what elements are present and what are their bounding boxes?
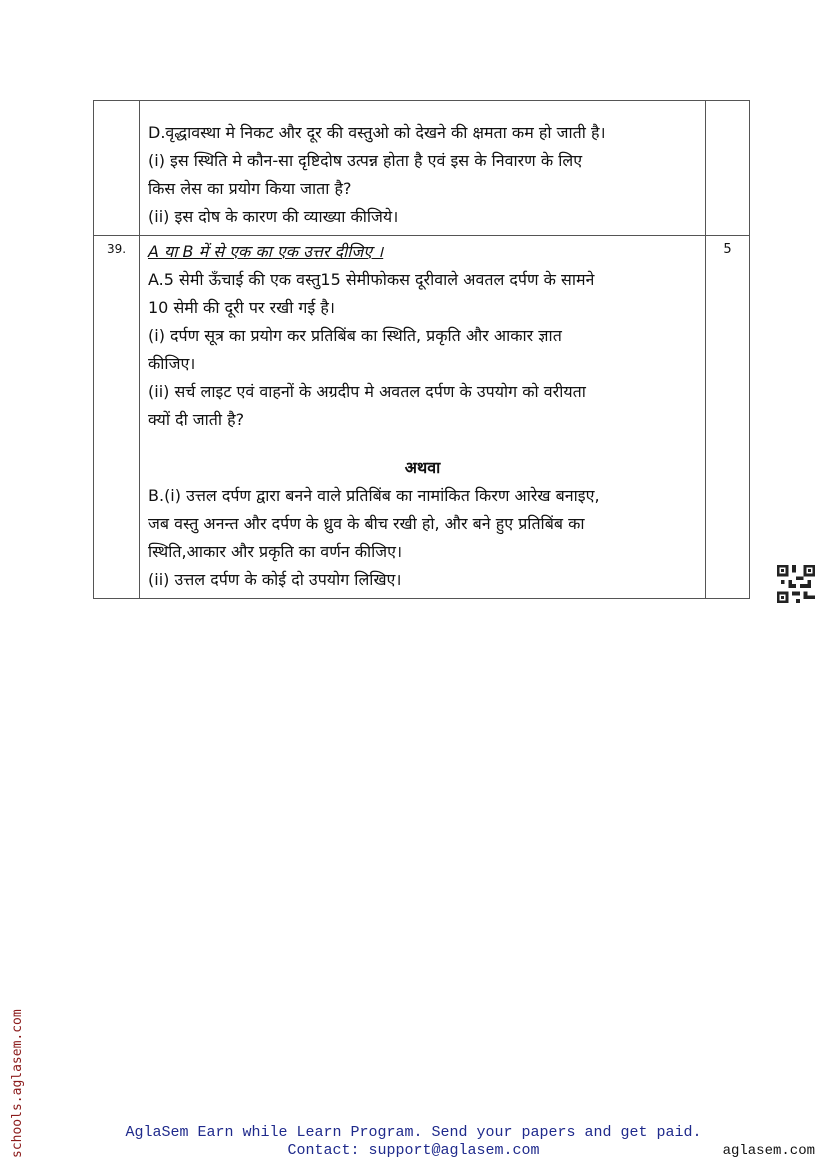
site-link[interactable]: aglasem.com xyxy=(722,1143,815,1159)
or-label: अथवा xyxy=(404,458,441,477)
text-line: (ii) इस दोष के कारण की व्याख्या कीजिये। xyxy=(148,207,399,226)
text-line: जब वस्तु अनन्त और दर्पण के ध्रुव के बीच रखी हो, और बने हुए प्रतिबिंब का xyxy=(148,514,585,533)
instruction: A या B में से एक का एक उत्तर दीजिए । xyxy=(148,242,384,261)
footer-contact[interactable]: Contact: support@aglasem.com xyxy=(287,1142,540,1159)
question-number: 39. xyxy=(94,236,140,599)
text-line: (ii) सर्च लाइट एवं वाहनों के अग्रदीप मे अवतल दर्पण के उपयोग को वरीयता xyxy=(148,382,586,401)
text-line: (ii) उत्तल दर्पण के कोई दो उपयोग लिखिए। xyxy=(148,570,402,589)
watermark: schools.aglasem.com xyxy=(10,1009,25,1158)
text-line: कीजिए। xyxy=(148,354,196,373)
text-line: स्थिति,आकार और प्रकृति का वर्णन कीजिए। xyxy=(148,542,403,561)
text-line: (i) इस स्थिति मे कौन-सा दृष्टिदोष उत्पन्न होता है एवं इस के निवारण के लिए xyxy=(148,151,583,170)
question-text xyxy=(140,236,706,599)
text-line: (i) दर्पण सूत्र का प्रयोग कर प्रतिबिंब का स्थिति, प्रकृति और आकार ज्ञात xyxy=(148,326,562,345)
text-line: 10 सेमी की दूरी पर रखी गई है। xyxy=(148,298,335,317)
question-marks xyxy=(706,101,750,236)
question-marks: 5 xyxy=(706,236,750,599)
question-number xyxy=(94,101,140,236)
question-text xyxy=(140,101,706,236)
qr-code-icon xyxy=(777,565,815,603)
text-line: A.5 सेमी ऊँचाई की एक वस्तु15 सेमीफोकस दूरीवाले अवतल दर्पण के सामने xyxy=(148,270,595,289)
footer-promo: AglaSem Earn while Learn Program. Send your papers and get paid. xyxy=(125,1124,702,1141)
text-line: किस लेस का प्रयोग किया जाता है? xyxy=(148,179,352,198)
text-line: B.(i) उत्तल दर्पण द्वारा बनने वाले प्रतिबिंब का नामांकित किरण आरेख बनाइए, xyxy=(148,486,600,505)
question-table xyxy=(93,100,750,599)
text-line: क्यों दी जाती है? xyxy=(148,410,245,429)
table-row xyxy=(94,101,750,236)
footer xyxy=(0,1124,827,1160)
text-line: D.वृद्धावस्था मे निकट और दूर की वस्तुओ को देखने की क्षमता कम हो जाती है। xyxy=(148,123,606,142)
table-row xyxy=(94,236,750,599)
